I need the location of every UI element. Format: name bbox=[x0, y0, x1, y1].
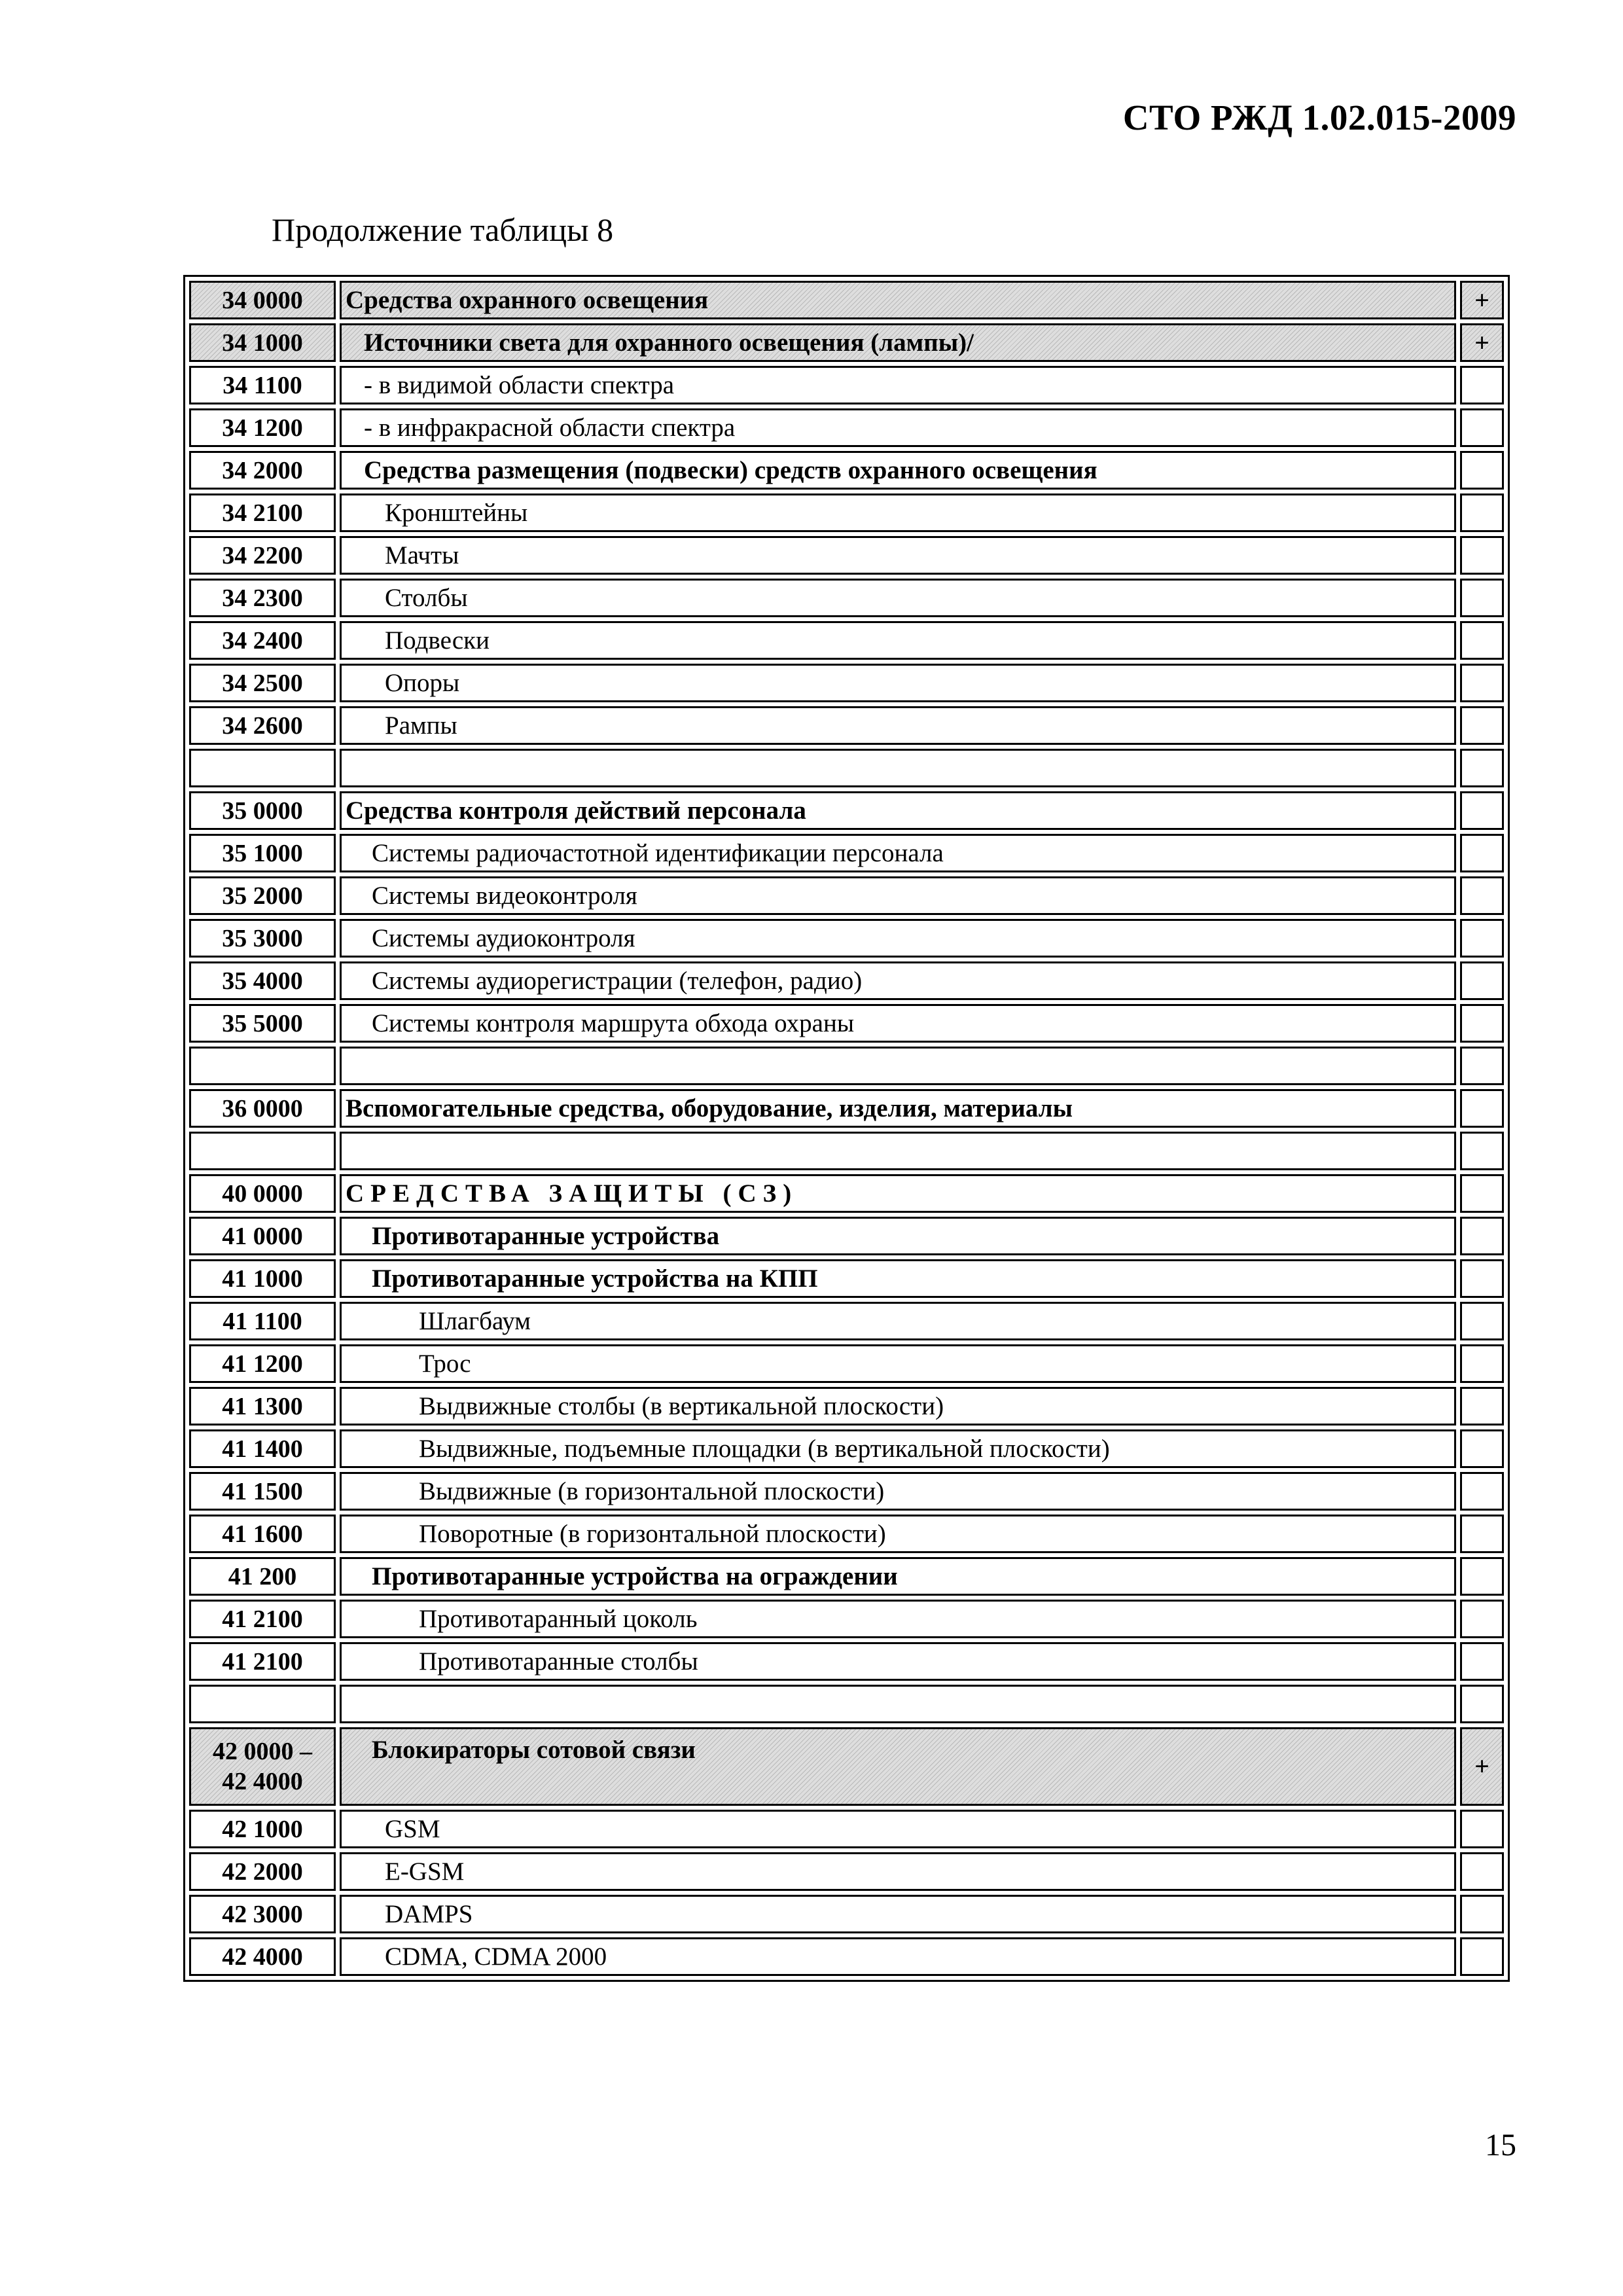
row-mark bbox=[1460, 493, 1504, 532]
row-code: 34 2100 bbox=[189, 493, 336, 532]
row-name: Кронштейны bbox=[340, 493, 1456, 532]
row-mark bbox=[1460, 536, 1504, 575]
table-row bbox=[189, 834, 1504, 872]
row-code bbox=[189, 1685, 336, 1723]
row-code: 42 1000 bbox=[189, 1810, 336, 1848]
row-mark bbox=[1460, 579, 1504, 617]
row-mark bbox=[1460, 1089, 1504, 1128]
table-row bbox=[189, 791, 1504, 830]
table-row bbox=[189, 1895, 1504, 1933]
row-name: Трос bbox=[340, 1344, 1456, 1383]
row-name: Поворотные (в горизонтальной плоскости) bbox=[340, 1515, 1456, 1553]
row-code: 41 2100 bbox=[189, 1642, 336, 1681]
row-code: 35 5000 bbox=[189, 1004, 336, 1043]
row-code: 35 2000 bbox=[189, 876, 336, 915]
row-name: Вспомогательные средства, оборудование, изделия, материалы bbox=[340, 1089, 1456, 1128]
row-mark: + bbox=[1460, 323, 1504, 362]
table-row bbox=[189, 876, 1504, 915]
row-mark bbox=[1460, 664, 1504, 702]
table-row bbox=[189, 1387, 1504, 1426]
row-mark bbox=[1460, 919, 1504, 958]
table-row bbox=[189, 536, 1504, 575]
row-code: 41 1000 bbox=[189, 1259, 336, 1298]
table-row bbox=[189, 961, 1504, 1000]
row-code: 42 2000 bbox=[189, 1852, 336, 1891]
row-name: Противотаранные устройства на КПП bbox=[340, 1259, 1456, 1298]
row-code: 42 4000 bbox=[189, 1937, 336, 1976]
row-mark bbox=[1460, 749, 1504, 787]
row-name: Противотаранные устройства bbox=[340, 1217, 1456, 1255]
row-mark bbox=[1460, 408, 1504, 447]
row-code: 34 1200 bbox=[189, 408, 336, 447]
row-mark bbox=[1460, 1515, 1504, 1553]
row-name: Столбы bbox=[340, 579, 1456, 617]
row-mark bbox=[1460, 1387, 1504, 1426]
row-code: 34 2000 bbox=[189, 451, 336, 490]
row-code: 41 1100 bbox=[189, 1302, 336, 1340]
table-row bbox=[189, 408, 1504, 447]
row-mark bbox=[1460, 1895, 1504, 1933]
table-row bbox=[189, 1004, 1504, 1043]
row-mark: + bbox=[1460, 281, 1504, 319]
row-mark bbox=[1460, 1174, 1504, 1213]
row-code: 42 0000 – 42 4000 bbox=[189, 1727, 336, 1806]
row-code: 34 2600 bbox=[189, 706, 336, 745]
row-mark bbox=[1460, 876, 1504, 915]
table-row bbox=[189, 1344, 1504, 1383]
row-code: 41 1600 bbox=[189, 1515, 336, 1553]
row-code: 34 2300 bbox=[189, 579, 336, 617]
row-name: Опоры bbox=[340, 664, 1456, 702]
table-row bbox=[189, 1600, 1504, 1638]
row-name: Рампы bbox=[340, 706, 1456, 745]
row-code: 36 0000 bbox=[189, 1089, 336, 1128]
row-mark bbox=[1460, 791, 1504, 830]
table-row bbox=[189, 451, 1504, 490]
row-code: 35 3000 bbox=[189, 919, 336, 958]
row-mark bbox=[1460, 1429, 1504, 1468]
table-row bbox=[189, 706, 1504, 745]
row-code: 35 4000 bbox=[189, 961, 336, 1000]
table-caption: Продолжение таблицы 8 bbox=[272, 211, 614, 248]
row-mark bbox=[1460, 1004, 1504, 1043]
table-row bbox=[189, 664, 1504, 702]
table-row bbox=[189, 1727, 1504, 1806]
row-name: Источники света для охранного освещения (лампы)/ bbox=[340, 323, 1456, 362]
row-name: Подвески bbox=[340, 621, 1456, 660]
row-name: Системы аудиоконтроля bbox=[340, 919, 1456, 958]
row-name: DAMPS bbox=[340, 1895, 1456, 1933]
table-row bbox=[189, 323, 1504, 362]
table-row bbox=[189, 1937, 1504, 1976]
row-name bbox=[340, 1132, 1456, 1170]
row-name bbox=[340, 1047, 1456, 1085]
row-mark bbox=[1460, 1557, 1504, 1596]
row-mark bbox=[1460, 1685, 1504, 1723]
row-name: Системы видеоконтроля bbox=[340, 876, 1456, 915]
row-name: Мачты bbox=[340, 536, 1456, 575]
row-name: Выдвижные (в горизонтальной плоскости) bbox=[340, 1472, 1456, 1511]
row-code: 41 0000 bbox=[189, 1217, 336, 1255]
row-name: Средства контроля действий персонала bbox=[340, 791, 1456, 830]
row-code: 41 1400 bbox=[189, 1429, 336, 1468]
row-code bbox=[189, 1047, 336, 1085]
row-name: - в инфракрасной области спектра bbox=[340, 408, 1456, 447]
row-code: 34 1000 bbox=[189, 323, 336, 362]
row-code: 41 200 bbox=[189, 1557, 336, 1596]
row-name: Средства охранного освещения bbox=[340, 281, 1456, 319]
row-name: Системы аудиорегистрации (телефон, радио) bbox=[340, 961, 1456, 1000]
table-row bbox=[189, 281, 1504, 319]
table-row bbox=[189, 1515, 1504, 1553]
page-number: 15 bbox=[1485, 2128, 1516, 2162]
row-name: GSM bbox=[340, 1810, 1456, 1848]
row-mark bbox=[1460, 1259, 1504, 1298]
table-row bbox=[189, 1472, 1504, 1511]
table-row bbox=[189, 749, 1504, 787]
table-row bbox=[189, 1302, 1504, 1340]
table-row bbox=[189, 1429, 1504, 1468]
table-body bbox=[189, 281, 1504, 1976]
table-row bbox=[189, 1132, 1504, 1170]
row-name: Выдвижные, подъемные площадки (в вертикальной плоскости) bbox=[340, 1429, 1456, 1468]
row-code: 41 2100 bbox=[189, 1600, 336, 1638]
row-name: СРЕДСТВА ЗАЩИТЫ (СЗ) bbox=[340, 1174, 1456, 1213]
table-row bbox=[189, 1642, 1504, 1681]
row-mark bbox=[1460, 1472, 1504, 1511]
row-mark bbox=[1460, 621, 1504, 660]
table-row bbox=[189, 1810, 1504, 1848]
row-mark bbox=[1460, 1302, 1504, 1340]
table-row bbox=[189, 1557, 1504, 1596]
row-code: 34 2400 bbox=[189, 621, 336, 660]
row-code: 42 3000 bbox=[189, 1895, 336, 1933]
row-name bbox=[340, 1685, 1456, 1723]
row-code: 41 1200 bbox=[189, 1344, 336, 1383]
row-mark bbox=[1460, 1217, 1504, 1255]
row-name: Системы контроля маршрута обхода охраны bbox=[340, 1004, 1456, 1043]
row-name: Шлагбаум bbox=[340, 1302, 1456, 1340]
row-mark bbox=[1460, 1937, 1504, 1976]
row-code: 41 1500 bbox=[189, 1472, 336, 1511]
row-mark bbox=[1460, 1047, 1504, 1085]
row-name: - в видимой области спектра bbox=[340, 366, 1456, 404]
table-row bbox=[189, 1174, 1504, 1213]
row-mark bbox=[1460, 1344, 1504, 1383]
table-row bbox=[189, 366, 1504, 404]
table-row bbox=[189, 1089, 1504, 1128]
row-name: Противотаранные устройства на ограждении bbox=[340, 1557, 1456, 1596]
row-mark bbox=[1460, 1810, 1504, 1848]
row-code: 41 1300 bbox=[189, 1387, 336, 1426]
row-code bbox=[189, 749, 336, 787]
row-name: Системы радиочастотной идентификации персонала bbox=[340, 834, 1456, 872]
row-mark: + bbox=[1460, 1727, 1504, 1806]
row-code: 35 1000 bbox=[189, 834, 336, 872]
row-name bbox=[340, 749, 1456, 787]
row-code: 40 0000 bbox=[189, 1174, 336, 1213]
table-row bbox=[189, 1852, 1504, 1891]
table-row bbox=[189, 1259, 1504, 1298]
row-mark bbox=[1460, 1132, 1504, 1170]
table-row bbox=[189, 621, 1504, 660]
row-code: 34 1100 bbox=[189, 366, 336, 404]
row-name: E-GSM bbox=[340, 1852, 1456, 1891]
row-name: Средства размещения (подвески) средств охранного освещения bbox=[340, 451, 1456, 490]
row-mark bbox=[1460, 366, 1504, 404]
row-mark bbox=[1460, 1642, 1504, 1681]
row-name: Противотаранный цоколь bbox=[340, 1600, 1456, 1638]
row-mark bbox=[1460, 1852, 1504, 1891]
table-row bbox=[189, 579, 1504, 617]
row-name: Противотаранные столбы bbox=[340, 1642, 1456, 1681]
table-row bbox=[189, 1217, 1504, 1255]
row-name: Выдвижные столбы (в вертикальной плоскости) bbox=[340, 1387, 1456, 1426]
row-mark bbox=[1460, 706, 1504, 745]
row-code: 35 0000 bbox=[189, 791, 336, 830]
table-row bbox=[189, 1685, 1504, 1723]
row-mark bbox=[1460, 1600, 1504, 1638]
document-code: СТО РЖД 1.02.015-2009 bbox=[1122, 98, 1516, 137]
table-row bbox=[189, 919, 1504, 958]
row-mark bbox=[1460, 834, 1504, 872]
row-code: 34 2200 bbox=[189, 536, 336, 575]
row-mark bbox=[1460, 961, 1504, 1000]
row-mark bbox=[1460, 451, 1504, 490]
row-code: 34 0000 bbox=[189, 281, 336, 319]
classification-table bbox=[183, 275, 1510, 1982]
table-row bbox=[189, 493, 1504, 532]
row-name: Блокираторы сотовой связи bbox=[340, 1727, 1456, 1806]
row-code: 34 2500 bbox=[189, 664, 336, 702]
table-row bbox=[189, 1047, 1504, 1085]
row-name: CDMA, CDMA 2000 bbox=[340, 1937, 1456, 1976]
row-code bbox=[189, 1132, 336, 1170]
